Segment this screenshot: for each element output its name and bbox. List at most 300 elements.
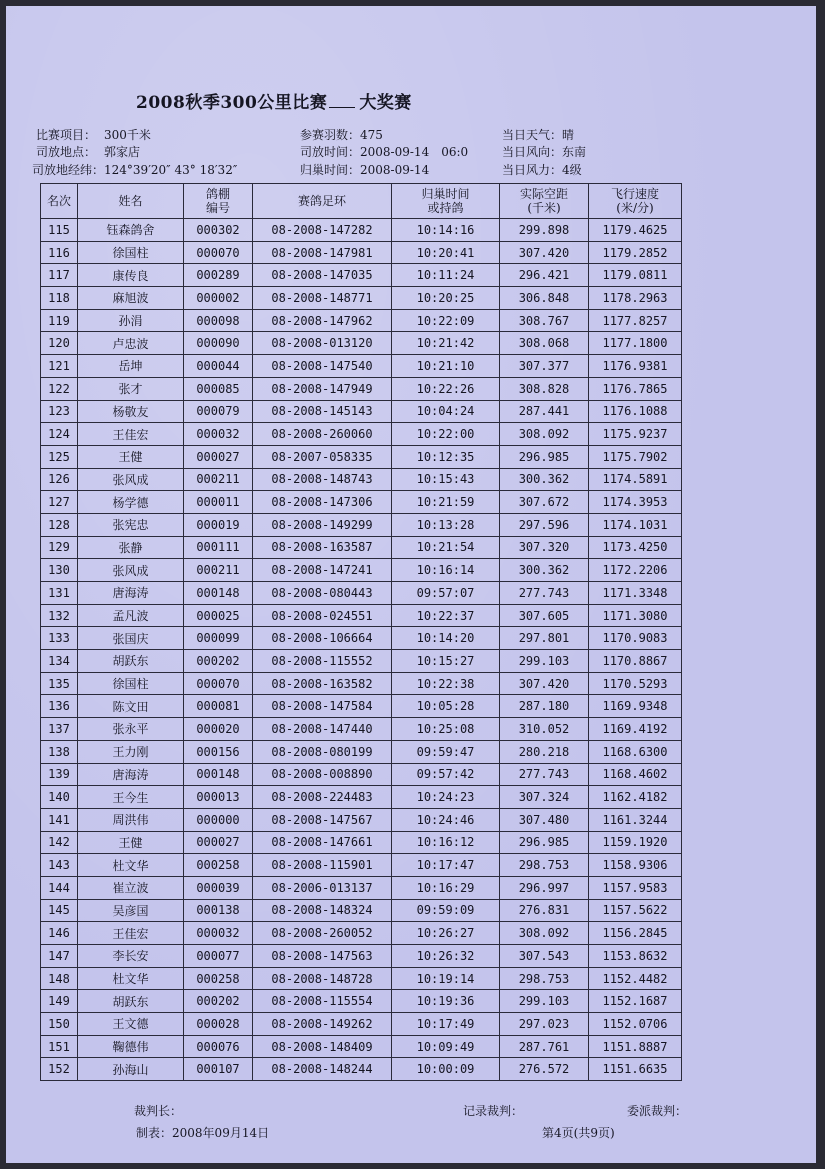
table-row: [41, 332, 682, 355]
cell-loft-id: 000019: [184, 513, 253, 536]
cell-ring-number: 08-2008-147584: [253, 695, 392, 718]
cell-speed: 1177.8257: [589, 309, 682, 332]
cell-return-time: 10:17:47: [392, 854, 500, 877]
cell-ring-number: 08-2008-149299: [253, 513, 392, 536]
cell-loft-id: 000032: [184, 922, 253, 945]
cell-return-time: 10:26:27: [392, 922, 500, 945]
cell-ring-number: 08-2008-147540: [253, 355, 392, 378]
header-speed-line2: (米/分): [616, 201, 654, 215]
cell-loft-id: 000111: [184, 536, 253, 559]
cell-loft-id: 000138: [184, 899, 253, 922]
meta-coordinates: [32, 161, 237, 178]
cell-speed: 1171.3080: [589, 604, 682, 627]
cell-ring-number: 08-2008-008890: [253, 763, 392, 786]
cell-speed: 1170.8867: [589, 650, 682, 673]
table-row: [41, 1035, 682, 1058]
cell-return-time: 10:16:29: [392, 876, 500, 899]
cell-name: 杨敬友: [78, 400, 184, 423]
header-distance: [500, 184, 589, 219]
cell-loft-id: 000025: [184, 604, 253, 627]
cell-rank: 133: [41, 627, 78, 650]
table-row: [41, 627, 682, 650]
cell-ring-number: 08-2008-147440: [253, 718, 392, 741]
cell-name: 杨学德: [78, 491, 184, 514]
table-row: [41, 287, 682, 310]
cell-ring-number: 08-2008-148409: [253, 1035, 392, 1058]
footer-chief-judge: 裁判长：: [134, 1104, 183, 1118]
cell-ring-number: 08-2008-147306: [253, 491, 392, 514]
cell-loft-id: 000011: [184, 491, 253, 514]
title-sub: 大奖赛: [359, 93, 412, 113]
cell-rank: 144: [41, 876, 78, 899]
cell-return-time: 10:22:38: [392, 672, 500, 695]
cell-ring-number: 08-2008-147241: [253, 559, 392, 582]
cell-rank: 130: [41, 559, 78, 582]
meta-event-value: 300千米: [104, 128, 151, 142]
cell-distance: 298.753: [500, 854, 589, 877]
table-row: [41, 899, 682, 922]
cell-loft-id: 000077: [184, 945, 253, 968]
table-row: [41, 491, 682, 514]
cell-ring-number: 08-2008-147282: [253, 219, 392, 242]
meta-wind-direction-value: 东南: [562, 145, 587, 159]
table-row: [41, 1058, 682, 1081]
cell-ring-number: 08-2008-115554: [253, 990, 392, 1013]
cell-loft-id: 000044: [184, 355, 253, 378]
cell-ring-number: 08-2008-148743: [253, 468, 392, 491]
table-row: [41, 604, 682, 627]
cell-ring-number: 08-2008-148771: [253, 287, 392, 310]
cell-name: 张才: [78, 377, 184, 400]
cell-return-time: 10:15:43: [392, 468, 500, 491]
cell-return-time: 10:11:24: [392, 264, 500, 287]
cell-loft-id: 000039: [184, 876, 253, 899]
cell-distance: 277.743: [500, 582, 589, 605]
cell-speed: 1159.1920: [589, 831, 682, 854]
table-row: [41, 967, 682, 990]
cell-speed: 1174.3953: [589, 491, 682, 514]
cell-return-time: 09:57:42: [392, 763, 500, 786]
cell-distance: 297.023: [500, 1013, 589, 1036]
meta-return-time: [300, 161, 429, 178]
cell-speed: 1158.9306: [589, 854, 682, 877]
cell-speed: 1178.2963: [589, 287, 682, 310]
cell-loft-id: 000028: [184, 1013, 253, 1036]
footer-record-judge: 记录裁判：: [463, 1104, 524, 1118]
cell-rank: 142: [41, 831, 78, 854]
cell-name: 唐海涛: [78, 582, 184, 605]
table-row: [41, 672, 682, 695]
cell-return-time: 10:14:16: [392, 219, 500, 242]
cell-return-time: 10:12:35: [392, 445, 500, 468]
cell-name: 张国庆: [78, 627, 184, 650]
cell-name: 徐国柱: [78, 672, 184, 695]
cell-distance: 307.605: [500, 604, 589, 627]
cell-speed: 1170.9083: [589, 627, 682, 650]
cell-speed: 1169.9348: [589, 695, 682, 718]
meta-wind-direction: [502, 143, 586, 160]
cell-speed: 1152.4482: [589, 967, 682, 990]
table-row: [41, 763, 682, 786]
cell-distance: 297.596: [500, 513, 589, 536]
cell-ring-number: 08-2008-147661: [253, 831, 392, 854]
cell-rank: 119: [41, 309, 78, 332]
cell-speed: 1175.7902: [589, 445, 682, 468]
results-table: [40, 183, 682, 1081]
cell-distance: 310.052: [500, 718, 589, 741]
cell-ring-number: 08-2008-147563: [253, 945, 392, 968]
cell-distance: 307.320: [500, 536, 589, 559]
cell-distance: 297.801: [500, 627, 589, 650]
cell-ring-number: 08-2008-115552: [253, 650, 392, 673]
cell-return-time: 10:20:41: [392, 241, 500, 264]
cell-distance: 296.997: [500, 876, 589, 899]
cell-name: 张风成: [78, 559, 184, 582]
cell-rank: 140: [41, 786, 78, 809]
meta-release-time-label: 司放时间：: [300, 145, 361, 159]
cell-loft-id: 000000: [184, 808, 253, 831]
cell-speed: 1174.5891: [589, 468, 682, 491]
cell-name: 杜文华: [78, 854, 184, 877]
cell-ring-number: 08-2007-058335: [253, 445, 392, 468]
header-name: 姓名: [78, 184, 184, 219]
cell-return-time: 10:15:27: [392, 650, 500, 673]
cell-return-time: 10:05:28: [392, 695, 500, 718]
cell-ring-number: 08-2008-224483: [253, 786, 392, 809]
cell-rank: 145: [41, 899, 78, 922]
cell-name: 鞠德伟: [78, 1035, 184, 1058]
cell-loft-id: 000099: [184, 627, 253, 650]
cell-return-time: 10:04:24: [392, 400, 500, 423]
table-row: [41, 786, 682, 809]
cell-speed: 1177.1800: [589, 332, 682, 355]
cell-loft-id: 000148: [184, 763, 253, 786]
table-row: [41, 718, 682, 741]
cell-loft-id: 000002: [184, 287, 253, 310]
cell-speed: 1176.9381: [589, 355, 682, 378]
table-row: [41, 582, 682, 605]
cell-ring-number: 08-2008-163582: [253, 672, 392, 695]
cell-name: 崔立波: [78, 876, 184, 899]
table-row: [41, 513, 682, 536]
cell-speed: 1161.3244: [589, 808, 682, 831]
cell-ring-number: 08-2008-147035: [253, 264, 392, 287]
cell-loft-id: 000070: [184, 241, 253, 264]
cell-rank: 126: [41, 468, 78, 491]
cell-loft-id: 000081: [184, 695, 253, 718]
cell-speed: 1170.5293: [589, 672, 682, 695]
cell-name: 张永平: [78, 718, 184, 741]
meta-coordinates-label: 司放地经纬：: [32, 163, 105, 177]
table-row: [41, 922, 682, 945]
cell-rank: 120: [41, 332, 78, 355]
cell-distance: 307.324: [500, 786, 589, 809]
cell-rank: 147: [41, 945, 78, 968]
cell-speed: 1179.0811: [589, 264, 682, 287]
header-loft-line2: 编号: [205, 201, 230, 215]
cell-speed: 1172.2206: [589, 559, 682, 582]
cell-loft-id: 000148: [184, 582, 253, 605]
cell-name: 李长安: [78, 945, 184, 968]
cell-return-time: 09:57:07: [392, 582, 500, 605]
cell-loft-id: 000098: [184, 309, 253, 332]
footer-page-number: 第4页(共9页): [542, 1126, 615, 1140]
meta-count: [300, 126, 383, 143]
cell-return-time: 10:26:32: [392, 945, 500, 968]
cell-rank: 127: [41, 491, 78, 514]
header-speed-line1: 飞行速度: [610, 187, 659, 201]
cell-name: 张静: [78, 536, 184, 559]
cell-rank: 123: [41, 400, 78, 423]
cell-distance: 287.441: [500, 400, 589, 423]
cell-distance: 307.420: [500, 241, 589, 264]
footer-made-date: 2008年09月14日: [172, 1126, 270, 1140]
cell-name: 胡跃东: [78, 990, 184, 1013]
cell-loft-id: 000013: [184, 786, 253, 809]
cell-rank: 150: [41, 1013, 78, 1036]
cell-return-time: 10:25:08: [392, 718, 500, 741]
cell-distance: 300.362: [500, 559, 589, 582]
cell-distance: 308.767: [500, 309, 589, 332]
cell-ring-number: 08-2008-148324: [253, 899, 392, 922]
result-sheet: [6, 6, 816, 1163]
header-time: [392, 184, 500, 219]
table-row: [41, 650, 682, 673]
cell-rank: 137: [41, 718, 78, 741]
cell-return-time: 10:21:59: [392, 491, 500, 514]
cell-rank: 128: [41, 513, 78, 536]
cell-distance: 277.743: [500, 763, 589, 786]
header-loft: [184, 184, 253, 219]
cell-distance: 276.572: [500, 1058, 589, 1081]
cell-ring-number: 08-2008-115901: [253, 854, 392, 877]
cell-loft-id: 000027: [184, 831, 253, 854]
cell-name: 杜文华: [78, 967, 184, 990]
cell-ring-number: 08-2008-147949: [253, 377, 392, 400]
cell-return-time: 10:13:28: [392, 513, 500, 536]
table-row: [41, 559, 682, 582]
header-ring: 赛鸽足环: [253, 184, 392, 219]
meta-weather: [502, 126, 574, 143]
cell-name: 徐国柱: [78, 241, 184, 264]
cell-rank: 138: [41, 740, 78, 763]
cell-return-time: 10:19:36: [392, 990, 500, 1013]
cell-distance: 287.180: [500, 695, 589, 718]
cell-rank: 117: [41, 264, 78, 287]
meta-return-time-label: 归巢时间：: [300, 163, 361, 177]
cell-return-time: 10:21:10: [392, 355, 500, 378]
table-row: [41, 377, 682, 400]
cell-speed: 1175.9237: [589, 423, 682, 446]
cell-distance: 307.543: [500, 945, 589, 968]
title-blank-line: [329, 95, 355, 108]
cell-speed: 1168.4602: [589, 763, 682, 786]
cell-speed: 1152.1687: [589, 990, 682, 1013]
cell-rank: 143: [41, 854, 78, 877]
cell-loft-id: 000085: [184, 377, 253, 400]
cell-rank: 131: [41, 582, 78, 605]
cell-distance: 307.377: [500, 355, 589, 378]
footer-made-label: 制表：: [136, 1126, 173, 1140]
cell-distance: 298.753: [500, 967, 589, 990]
cell-ring-number: 08-2008-148244: [253, 1058, 392, 1081]
cell-rank: 148: [41, 967, 78, 990]
header-distance-line1: 实际空距: [519, 187, 568, 201]
meta-event: [36, 126, 151, 143]
meta-wind-direction-label: 当日风向：: [502, 145, 563, 159]
table-row: [41, 445, 682, 468]
cell-distance: 299.103: [500, 990, 589, 1013]
cell-rank: 136: [41, 695, 78, 718]
cell-name: 孟凡波: [78, 604, 184, 627]
cell-ring-number: 08-2008-147962: [253, 309, 392, 332]
cell-return-time: 10:21:54: [392, 536, 500, 559]
cell-distance: 276.831: [500, 899, 589, 922]
cell-name: 吴彦国: [78, 899, 184, 922]
table-row: [41, 808, 682, 831]
table-row: [41, 536, 682, 559]
cell-return-time: 10:22:26: [392, 377, 500, 400]
cell-rank: 115: [41, 219, 78, 242]
cell-name: 王力刚: [78, 740, 184, 763]
cell-rank: 139: [41, 763, 78, 786]
cell-speed: 1168.6300: [589, 740, 682, 763]
meta-wind-force-label: 当日风力：: [502, 163, 563, 177]
cell-distance: 300.362: [500, 468, 589, 491]
cell-distance: 299.103: [500, 650, 589, 673]
cell-rank: 146: [41, 922, 78, 945]
cell-name: 胡跃东: [78, 650, 184, 673]
cell-rank: 121: [41, 355, 78, 378]
cell-loft-id: 000202: [184, 650, 253, 673]
table-row: [41, 400, 682, 423]
cell-return-time: 10:14:20: [392, 627, 500, 650]
cell-speed: 1179.4625: [589, 219, 682, 242]
cell-ring-number: 08-2008-260060: [253, 423, 392, 446]
footer-appointed-judge: 委派裁判：: [627, 1104, 688, 1118]
cell-return-time: 10:22:37: [392, 604, 500, 627]
table-row: [41, 876, 682, 899]
cell-return-time: 10:21:42: [392, 332, 500, 355]
table-row: [41, 264, 682, 287]
cell-speed: 1179.2852: [589, 241, 682, 264]
header-loft-line1: 鸽棚: [205, 187, 230, 201]
cell-return-time: 10:17:49: [392, 1013, 500, 1036]
table-row: [41, 695, 682, 718]
cell-return-time: 09:59:47: [392, 740, 500, 763]
cell-name: 张宪忠: [78, 513, 184, 536]
cell-rank: 116: [41, 241, 78, 264]
cell-distance: 296.985: [500, 445, 589, 468]
cell-rank: 122: [41, 377, 78, 400]
cell-ring-number: 08-2008-149262: [253, 1013, 392, 1036]
header-row: [41, 184, 682, 219]
meta-release-place-label: 司放地点：: [36, 145, 97, 159]
cell-rank: 152: [41, 1058, 78, 1081]
cell-name: 张风成: [78, 468, 184, 491]
cell-loft-id: 000032: [184, 423, 253, 446]
cell-loft-id: 000020: [184, 718, 253, 741]
cell-name: 陈文田: [78, 695, 184, 718]
cell-name: 王健: [78, 445, 184, 468]
cell-name: 周洪伟: [78, 808, 184, 831]
cell-name: 孙涓: [78, 309, 184, 332]
header-rank: 名次: [41, 184, 78, 219]
cell-distance: 308.068: [500, 332, 589, 355]
cell-loft-id: 000027: [184, 445, 253, 468]
cell-name: 王文德: [78, 1013, 184, 1036]
cell-return-time: 10:20:25: [392, 287, 500, 310]
cell-loft-id: 000202: [184, 990, 253, 1013]
cell-speed: 1151.8887: [589, 1035, 682, 1058]
cell-name: 王健: [78, 831, 184, 854]
table-row: [41, 945, 682, 968]
cell-speed: 1152.0706: [589, 1013, 682, 1036]
title-main: 2008秋季300公里比赛: [136, 93, 328, 113]
cell-speed: 1151.6635: [589, 1058, 682, 1081]
header-speed: [589, 184, 682, 219]
cell-ring-number: 08-2008-260052: [253, 922, 392, 945]
table-row: [41, 241, 682, 264]
table-row: [41, 219, 682, 242]
cell-speed: 1176.1088: [589, 400, 682, 423]
sheet-title: [136, 88, 412, 113]
cell-speed: 1169.4192: [589, 718, 682, 741]
cell-loft-id: 000070: [184, 672, 253, 695]
cell-name: 王今生: [78, 786, 184, 809]
cell-name: 王佳宏: [78, 922, 184, 945]
cell-loft-id: 000211: [184, 559, 253, 582]
meta-wind-force-value: 4级: [562, 163, 582, 177]
cell-rank: 129: [41, 536, 78, 559]
results-body: [41, 219, 682, 1081]
cell-ring-number: 08-2008-106664: [253, 627, 392, 650]
meta-weather-value: 晴: [562, 128, 575, 142]
cell-distance: 296.985: [500, 831, 589, 854]
cell-ring-number: 08-2008-080443: [253, 582, 392, 605]
meta-return-time-value: 2008-09-14: [360, 163, 430, 177]
cell-ring-number: 08-2008-080199: [253, 740, 392, 763]
cell-distance: 306.848: [500, 287, 589, 310]
cell-speed: 1176.7865: [589, 377, 682, 400]
cell-loft-id: 000211: [184, 468, 253, 491]
cell-name: 麻旭波: [78, 287, 184, 310]
meta-weather-label: 当日天气：: [502, 128, 563, 142]
cell-loft-id: 000090: [184, 332, 253, 355]
cell-loft-id: 000289: [184, 264, 253, 287]
meta-coordinates-value: 124°39′20″ 43° 18′32″: [104, 163, 238, 177]
cell-name: 岳坤: [78, 355, 184, 378]
cell-distance: 280.218: [500, 740, 589, 763]
cell-speed: 1171.3348: [589, 582, 682, 605]
cell-distance: 307.420: [500, 672, 589, 695]
cell-speed: 1156.2845: [589, 922, 682, 945]
cell-ring-number: 08-2008-163587: [253, 536, 392, 559]
cell-rank: 141: [41, 808, 78, 831]
cell-ring-number: 08-2008-024551: [253, 604, 392, 627]
cell-loft-id: 000079: [184, 400, 253, 423]
cell-rank: 124: [41, 423, 78, 446]
cell-return-time: 10:00:09: [392, 1058, 500, 1081]
table-row: [41, 309, 682, 332]
meta-wind-force: [502, 161, 582, 178]
cell-return-time: 10:22:00: [392, 423, 500, 446]
cell-loft-id: 000107: [184, 1058, 253, 1081]
meta-release-place: [36, 143, 140, 160]
table-row: [41, 423, 682, 446]
cell-return-time: 10:09:49: [392, 1035, 500, 1058]
table-row: [41, 355, 682, 378]
